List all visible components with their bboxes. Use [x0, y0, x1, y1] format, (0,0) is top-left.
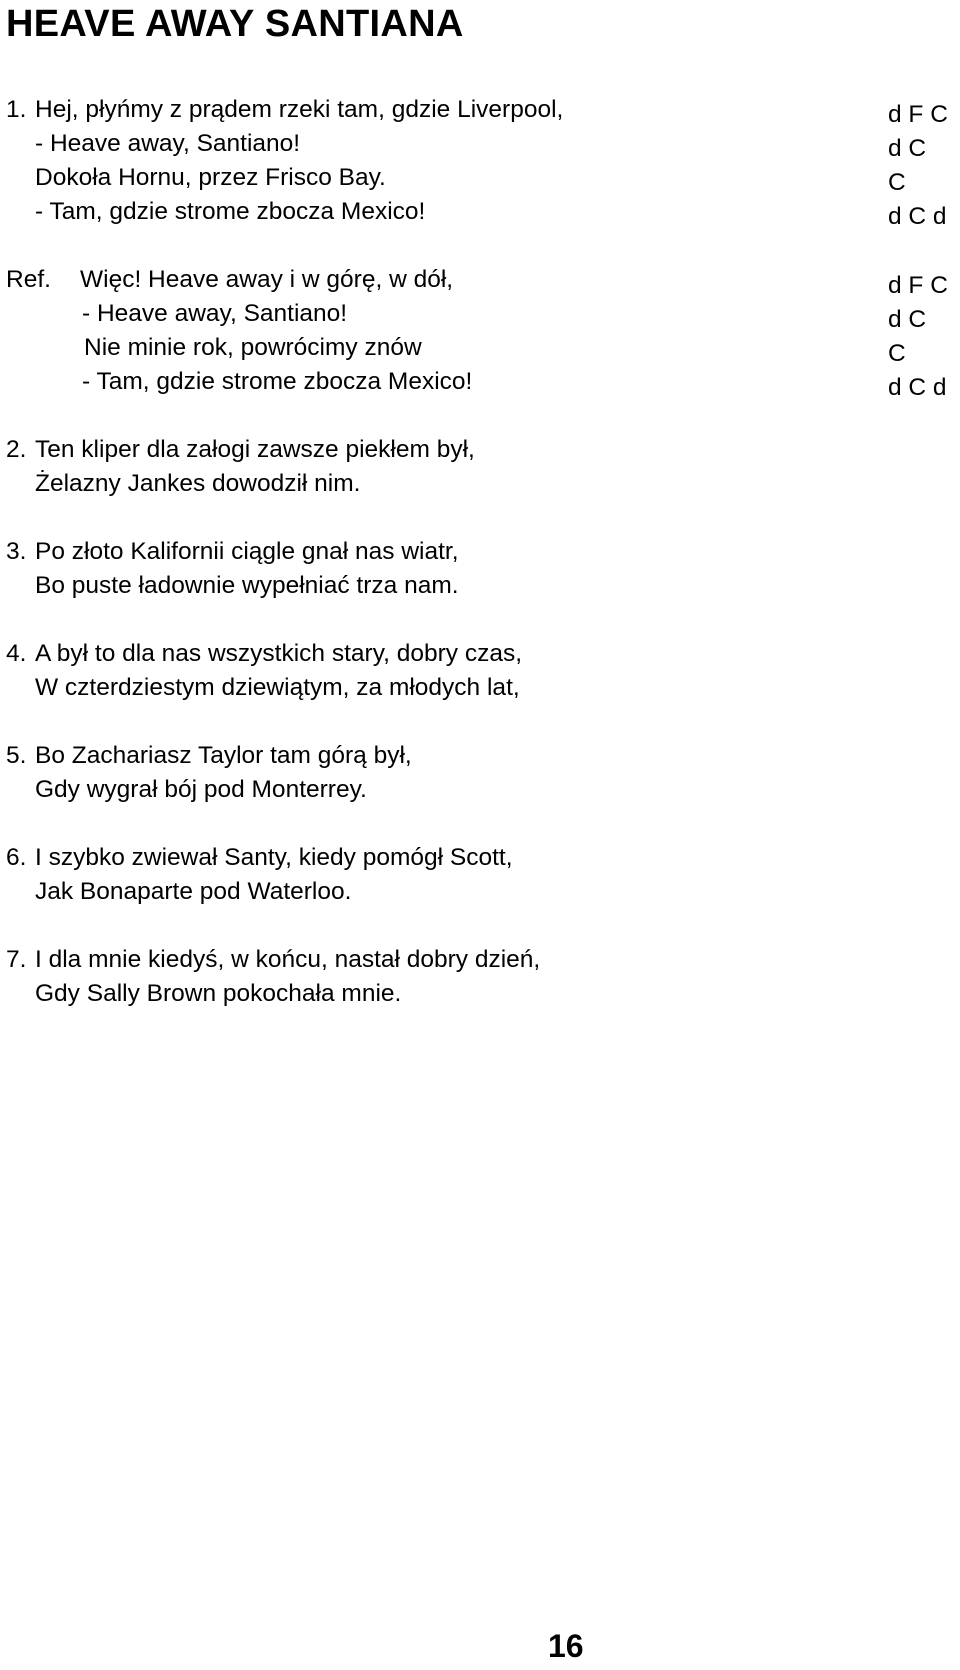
lyric-line: Dokoła Hornu, przez Frisco Bay. [35, 164, 386, 191]
lyric-line: Gdy Sally Brown pokochała mnie. [35, 980, 402, 1007]
lyric-line: Ten kliper dla załogi zawsze piekłem był, [35, 436, 475, 463]
lyric-line: - Tam, gdzie strome zbocza Mexico! [82, 368, 473, 395]
chord-line: d C d [888, 203, 947, 230]
song-title: HEAVE AWAY SANTIANA [6, 3, 464, 45]
chord-line: d F C [888, 272, 948, 299]
lyric-line: Jak Bonaparte pod Waterloo. [35, 878, 352, 905]
lyric-line: - Tam, gdzie strome zbocza Mexico! [35, 198, 426, 225]
verse-number: 3. [6, 538, 27, 565]
lyric-line: A był to dla nas wszystkich stary, dobry czas, [35, 640, 523, 667]
lyric-line: Po złoto Kalifornii ciągle gnał nas wiatr, [35, 538, 459, 565]
chord-line: C [888, 340, 906, 367]
lyric-line: I szybko zwiewał Santy, kiedy pomógł Scott, [35, 844, 513, 871]
page-number: 16 [548, 1628, 584, 1664]
lyric-line: Więc! Heave away i w górę, w dół, [80, 266, 454, 293]
verse-number: 5. [6, 742, 27, 769]
verse-number: 2. [6, 436, 27, 463]
chord-line: d C d [888, 374, 947, 401]
lyric-line: Gdy wygrał bój pod Monterrey. [35, 776, 367, 803]
lyric-line: W czterdziestym dziewiątym, za młodych lat, [35, 674, 520, 701]
verse-number: 7. [6, 946, 27, 973]
chord-line: d F C [888, 101, 948, 128]
lyric-line: - Heave away, Santiano! [82, 300, 348, 327]
lyric-line: Bo puste ładownie wypełniać trza nam. [35, 572, 459, 599]
lyric-line: I dla mnie kiedyś, w końcu, nastał dobry dzień, [35, 946, 541, 973]
verse-number: 1. [6, 96, 27, 123]
lyric-line: Nie minie rok, powrócimy znów [84, 334, 422, 361]
lyric-line: Hej, płyńmy z prądem rzeki tam, gdzie Liverpool, [35, 96, 564, 123]
refrain-label: Ref. [6, 266, 51, 293]
lyric-line: Żelazny Jankes dowodził nim. [35, 470, 361, 497]
verse-number: 4. [6, 640, 27, 667]
verse-number: 6. [6, 844, 27, 871]
chord-line: d C [888, 306, 927, 333]
chord-line: C [888, 169, 906, 196]
lyric-line: - Heave away, Santiano! [35, 130, 301, 157]
lyric-line: Bo Zachariasz Taylor tam górą był, [35, 742, 412, 769]
chord-line: d C [888, 135, 927, 162]
